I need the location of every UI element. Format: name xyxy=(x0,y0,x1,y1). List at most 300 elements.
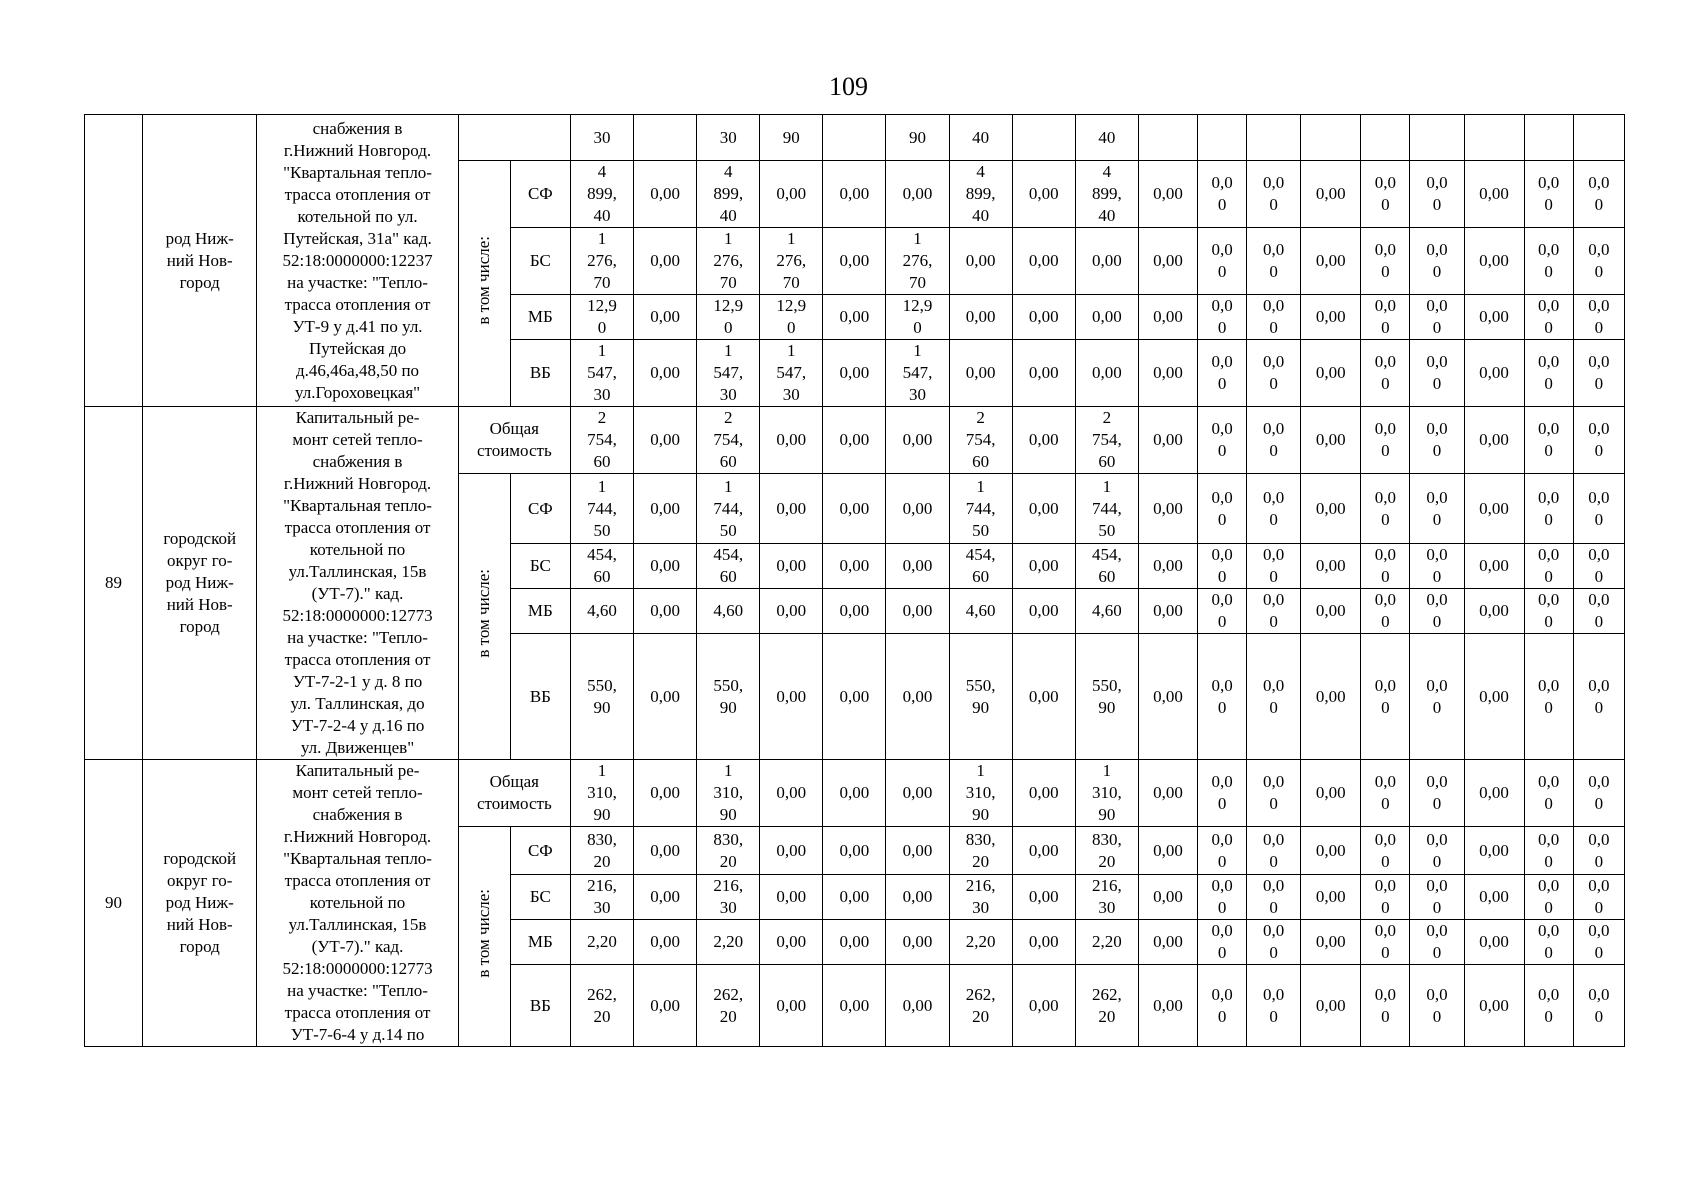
value-cell: 12,9 0 xyxy=(886,295,949,340)
budget-table xyxy=(84,114,1625,1047)
value-cell: 0,00 xyxy=(1012,760,1075,827)
value-cell: 0,00 xyxy=(1464,544,1524,589)
value-cell: 0,0 0 xyxy=(1410,634,1464,760)
value-cell: 0,00 xyxy=(1138,827,1197,875)
subgroup-label-cell xyxy=(458,827,510,1047)
funding-source-label: МБ xyxy=(510,589,570,634)
value-cell: 0,0 0 xyxy=(1361,407,1410,474)
value-cell: 0,00 xyxy=(1138,161,1197,228)
value-cell: 454, 60 xyxy=(949,544,1012,589)
value-cell: 0,0 0 xyxy=(1524,295,1573,340)
value-cell: 0,00 xyxy=(1301,295,1361,340)
value-cell: 0,00 xyxy=(1012,407,1075,474)
value-cell xyxy=(1247,115,1301,161)
value-cell: 0,0 0 xyxy=(1361,474,1410,544)
municipality-cell: род Ниж- ний Нов- город xyxy=(143,115,257,407)
value-cell: 830, 20 xyxy=(570,827,633,875)
value-cell xyxy=(1464,115,1524,161)
subgroup-label: в том числе: xyxy=(474,569,494,658)
value-cell: 0,0 0 xyxy=(1361,544,1410,589)
value-cell: 0,00 xyxy=(1301,965,1361,1047)
value-cell xyxy=(1524,115,1573,161)
value-cell: 0,00 xyxy=(634,161,697,228)
value-cell: 2,20 xyxy=(697,920,760,965)
value-cell: 2 754, 60 xyxy=(570,407,633,474)
value-cell: 1 744, 50 xyxy=(949,474,1012,544)
value-cell: 0,0 0 xyxy=(1410,295,1464,340)
value-cell: 0,00 xyxy=(949,295,1012,340)
value-cell: 1 744, 50 xyxy=(697,474,760,544)
value-cell: 0,00 xyxy=(1464,760,1524,827)
value-cell: 0,00 xyxy=(1301,589,1361,634)
value-cell: 830, 20 xyxy=(949,827,1012,875)
value-cell: 0,00 xyxy=(1012,875,1075,920)
value-cell: 0,00 xyxy=(1464,161,1524,228)
value-cell: 0,00 xyxy=(1301,228,1361,295)
value-cell: 0,00 xyxy=(823,474,886,544)
value-cell: 1 744, 50 xyxy=(1075,474,1138,544)
value-cell: 0,00 xyxy=(1464,295,1524,340)
value-cell: 0,00 xyxy=(1301,827,1361,875)
value-cell: 0,00 xyxy=(886,544,949,589)
value-cell: 0,0 0 xyxy=(1247,875,1301,920)
value-cell: 2,20 xyxy=(570,920,633,965)
value-cell: 0,00 xyxy=(1075,340,1138,407)
value-cell: 0,0 0 xyxy=(1524,589,1573,634)
value-cell: 0,0 0 xyxy=(1247,544,1301,589)
subgroup-label: в том числе: xyxy=(474,236,494,325)
value-cell: 1 310, 90 xyxy=(949,760,1012,827)
value-cell: 1 276, 70 xyxy=(570,228,633,295)
value-cell: 1 276, 70 xyxy=(760,228,823,295)
row-number: 89 xyxy=(85,407,143,760)
value-cell: 550, 90 xyxy=(697,634,760,760)
subgroup-label: в том числе: xyxy=(474,889,494,978)
value-cell: 0,0 0 xyxy=(1410,407,1464,474)
value-cell: 0,0 0 xyxy=(1198,161,1247,228)
value-cell: 0,0 0 xyxy=(1247,827,1301,875)
value-cell: 0,00 xyxy=(886,875,949,920)
value-cell: 0,00 xyxy=(823,827,886,875)
value-cell: 0,00 xyxy=(1138,228,1197,295)
value-cell: 0,0 0 xyxy=(1573,161,1624,228)
value-cell: 0,00 xyxy=(1301,340,1361,407)
value-cell: 4 899, 40 xyxy=(697,161,760,228)
value-cell: 0,0 0 xyxy=(1198,589,1247,634)
value-cell: 0,00 xyxy=(886,760,949,827)
label-cell xyxy=(458,115,570,161)
value-cell: 0,00 xyxy=(1464,340,1524,407)
value-cell: 0,00 xyxy=(1301,875,1361,920)
value-cell: 0,0 0 xyxy=(1573,589,1624,634)
value-cell: 0,0 0 xyxy=(1573,340,1624,407)
value-cell: 0,00 xyxy=(1012,920,1075,965)
value-cell: 90 xyxy=(760,115,823,161)
value-cell: 0,0 0 xyxy=(1247,589,1301,634)
value-cell: 0,0 0 xyxy=(1361,827,1410,875)
value-cell: 0,00 xyxy=(634,920,697,965)
value-cell: 1 310, 90 xyxy=(697,760,760,827)
value-cell: 0,0 0 xyxy=(1361,340,1410,407)
value-cell xyxy=(823,115,886,161)
value-cell: 0,0 0 xyxy=(1573,228,1624,295)
value-cell: 0,00 xyxy=(1012,161,1075,228)
value-cell: 0,00 xyxy=(1012,965,1075,1047)
value-cell: 4 899, 40 xyxy=(570,161,633,228)
value-cell: 0,00 xyxy=(1301,544,1361,589)
funding-source-label: МБ xyxy=(510,295,570,340)
value-cell: 1 310, 90 xyxy=(570,760,633,827)
value-cell: 2 754, 60 xyxy=(697,407,760,474)
value-cell xyxy=(1138,115,1197,161)
funding-source-label: БС xyxy=(510,228,570,295)
funding-source-label: ВБ xyxy=(510,965,570,1047)
value-cell: 0,0 0 xyxy=(1573,474,1624,544)
value-cell: 0,00 xyxy=(823,760,886,827)
value-cell: 0,00 xyxy=(634,875,697,920)
value-cell: 0,00 xyxy=(823,965,886,1047)
value-cell: 0,0 0 xyxy=(1524,544,1573,589)
value-cell: 550, 90 xyxy=(1075,634,1138,760)
municipality-cell: городской округ го- род Ниж- ний Нов- город xyxy=(143,407,257,760)
value-cell: 0,0 0 xyxy=(1198,407,1247,474)
value-cell: 0,0 0 xyxy=(1361,228,1410,295)
value-cell: 0,00 xyxy=(760,407,823,474)
value-cell: 0,0 0 xyxy=(1410,474,1464,544)
value-cell: 0,0 0 xyxy=(1573,407,1624,474)
value-cell: 0,0 0 xyxy=(1361,295,1410,340)
value-cell: 0,0 0 xyxy=(1247,634,1301,760)
value-cell: 0,00 xyxy=(886,827,949,875)
value-cell: 0,00 xyxy=(634,544,697,589)
value-cell: 0,0 0 xyxy=(1524,161,1573,228)
value-cell: 40 xyxy=(1075,115,1138,161)
value-cell: 0,00 xyxy=(823,407,886,474)
value-cell: 0,0 0 xyxy=(1361,920,1410,965)
value-cell: 550, 90 xyxy=(949,634,1012,760)
value-cell: 0,0 0 xyxy=(1410,161,1464,228)
value-cell: 0,0 0 xyxy=(1247,340,1301,407)
value-cell: 0,00 xyxy=(886,161,949,228)
value-cell: 1 547, 30 xyxy=(760,340,823,407)
value-cell: 0,00 xyxy=(1464,965,1524,1047)
value-cell: 4,60 xyxy=(570,589,633,634)
value-cell: 0,00 xyxy=(1301,161,1361,228)
value-cell: 216, 30 xyxy=(570,875,633,920)
value-cell xyxy=(1410,115,1464,161)
value-cell: 0,0 0 xyxy=(1573,295,1624,340)
value-cell: 0,0 0 xyxy=(1524,407,1573,474)
value-cell xyxy=(1361,115,1410,161)
value-cell: 0,00 xyxy=(634,589,697,634)
value-cell: 0,0 0 xyxy=(1247,407,1301,474)
funding-source-label: МБ xyxy=(510,920,570,965)
value-cell: 0,0 0 xyxy=(1361,965,1410,1047)
value-cell: 0,00 xyxy=(1138,340,1197,407)
value-cell: 2 754, 60 xyxy=(949,407,1012,474)
value-cell xyxy=(1573,115,1624,161)
value-cell: 0,0 0 xyxy=(1361,161,1410,228)
value-cell: 0,0 0 xyxy=(1198,340,1247,407)
value-cell: 0,0 0 xyxy=(1524,634,1573,760)
value-cell: 454, 60 xyxy=(1075,544,1138,589)
value-cell: 0,00 xyxy=(1301,920,1361,965)
value-cell: 262, 20 xyxy=(697,965,760,1047)
value-cell: 0,0 0 xyxy=(1573,544,1624,589)
value-cell: 4 899, 40 xyxy=(949,161,1012,228)
value-cell: 0,00 xyxy=(1138,474,1197,544)
value-cell: 0,00 xyxy=(1012,340,1075,407)
value-cell: 0,0 0 xyxy=(1524,340,1573,407)
value-cell: 0,0 0 xyxy=(1198,920,1247,965)
value-cell: 0,00 xyxy=(1138,875,1197,920)
value-cell: 0,00 xyxy=(634,340,697,407)
table-row xyxy=(85,760,1625,827)
value-cell: 0,00 xyxy=(760,875,823,920)
description-cell: Капитальный ре- монт сетей тепло- снабжения в г.Нижний Новгород. "Квартальная тепло- трасса отопления от котельной по ул.Таллинская, 15в (УТ-7)." кад. 52:18:0000000:12773 на участке: "Тепло- трасса отопления от УТ-7-2-1 у д. 8 по ул. Таллинская, до УТ-7-2-4 у д.16 по ул. Движенцев" xyxy=(257,407,458,760)
total-cost-label: Общая стоимость xyxy=(458,407,570,474)
value-cell: 0,0 0 xyxy=(1573,965,1624,1047)
value-cell: 0,0 0 xyxy=(1361,634,1410,760)
value-cell: 454, 60 xyxy=(697,544,760,589)
value-cell: 0,0 0 xyxy=(1524,875,1573,920)
value-cell: 12,9 0 xyxy=(697,295,760,340)
value-cell: 0,00 xyxy=(1464,474,1524,544)
value-cell: 0,0 0 xyxy=(1198,295,1247,340)
value-cell: 0,0 0 xyxy=(1410,589,1464,634)
value-cell: 30 xyxy=(570,115,633,161)
value-cell: 0,0 0 xyxy=(1198,827,1247,875)
value-cell: 0,0 0 xyxy=(1524,760,1573,827)
value-cell: 0,00 xyxy=(823,589,886,634)
description-cell: Капитальный ре- монт сетей тепло- снабжения в г.Нижний Новгород. "Квартальная тепло- трасса отопления от котельной по ул.Таллинская, 15в (УТ-7)." кад. 52:18:0000000:12773 на участке: "Тепло- трасса отопления от УТ-7-6-4 у д.14 по xyxy=(257,760,458,1047)
value-cell: 0,0 0 xyxy=(1198,634,1247,760)
value-cell: 12,9 0 xyxy=(570,295,633,340)
value-cell: 0,00 xyxy=(634,965,697,1047)
value-cell: 0,00 xyxy=(823,295,886,340)
value-cell: 0,00 xyxy=(823,544,886,589)
value-cell: 0,0 0 xyxy=(1247,295,1301,340)
value-cell: 0,00 xyxy=(1138,760,1197,827)
value-cell: 0,00 xyxy=(1138,589,1197,634)
value-cell: 262, 20 xyxy=(570,965,633,1047)
value-cell: 0,0 0 xyxy=(1361,760,1410,827)
value-cell: 0,0 0 xyxy=(1198,875,1247,920)
value-cell: 0,00 xyxy=(886,634,949,760)
value-cell: 0,00 xyxy=(1301,634,1361,760)
value-cell: 0,00 xyxy=(760,589,823,634)
value-cell: 0,00 xyxy=(823,920,886,965)
value-cell: 2 754, 60 xyxy=(1075,407,1138,474)
value-cell: 0,00 xyxy=(1012,544,1075,589)
description-cell: снабжения в г.Нижний Новгород. "Квартальная тепло- трасса отопления от котельной по ул. Путейская, 31а" кад. 52:18:0000000:12237 на участке: "Тепло- трасса отопления от УТ-9 у д.41 по ул. Путейская до д.46,46а,48,50 по ул.Гороховецкая" xyxy=(257,115,458,407)
value-cell: 0,0 0 xyxy=(1247,474,1301,544)
value-cell: 0,0 0 xyxy=(1573,760,1624,827)
value-cell: 0,0 0 xyxy=(1247,920,1301,965)
value-cell: 0,0 0 xyxy=(1524,228,1573,295)
value-cell: 0,00 xyxy=(634,474,697,544)
value-cell: 0,0 0 xyxy=(1198,544,1247,589)
value-cell: 0,00 xyxy=(1138,965,1197,1047)
value-cell: 0,0 0 xyxy=(1247,965,1301,1047)
value-cell: 0,00 xyxy=(886,965,949,1047)
value-cell: 0,0 0 xyxy=(1573,634,1624,760)
value-cell: 4,60 xyxy=(949,589,1012,634)
value-cell: 0,0 0 xyxy=(1410,965,1464,1047)
value-cell: 0,00 xyxy=(634,295,697,340)
value-cell xyxy=(1301,115,1361,161)
value-cell: 40 xyxy=(949,115,1012,161)
value-cell: 0,00 xyxy=(1464,875,1524,920)
value-cell: 216, 30 xyxy=(949,875,1012,920)
value-cell: 0,0 0 xyxy=(1361,875,1410,920)
value-cell: 0,0 0 xyxy=(1410,875,1464,920)
value-cell: 0,00 xyxy=(823,634,886,760)
subgroup-label-cell xyxy=(458,474,510,760)
value-cell: 0,00 xyxy=(760,161,823,228)
value-cell: 30 xyxy=(697,115,760,161)
value-cell: 1 276, 70 xyxy=(697,228,760,295)
value-cell: 0,0 0 xyxy=(1573,920,1624,965)
value-cell: 0,00 xyxy=(1464,589,1524,634)
value-cell: 0,00 xyxy=(1012,589,1075,634)
value-cell: 1 744, 50 xyxy=(570,474,633,544)
value-cell: 0,00 xyxy=(1075,295,1138,340)
value-cell: 454, 60 xyxy=(570,544,633,589)
value-cell: 0,00 xyxy=(1464,634,1524,760)
value-cell: 0,00 xyxy=(1012,295,1075,340)
value-cell: 0,0 0 xyxy=(1410,544,1464,589)
value-cell: 0,0 0 xyxy=(1198,965,1247,1047)
value-cell: 0,00 xyxy=(760,920,823,965)
value-cell: 0,00 xyxy=(1012,474,1075,544)
funding-source-label: СФ xyxy=(510,474,570,544)
value-cell: 1 310, 90 xyxy=(1075,760,1138,827)
value-cell: 216, 30 xyxy=(697,875,760,920)
row-number: 90 xyxy=(85,760,143,1047)
value-cell: 830, 20 xyxy=(697,827,760,875)
value-cell: 262, 20 xyxy=(1075,965,1138,1047)
value-cell: 0,0 0 xyxy=(1247,760,1301,827)
funding-source-label: ВБ xyxy=(510,634,570,760)
value-cell: 0,0 0 xyxy=(1524,474,1573,544)
value-cell: 1 547, 30 xyxy=(570,340,633,407)
value-cell: 0,0 0 xyxy=(1524,920,1573,965)
value-cell: 0,0 0 xyxy=(1410,340,1464,407)
value-cell: 0,00 xyxy=(634,634,697,760)
value-cell xyxy=(1198,115,1247,161)
value-cell: 0,00 xyxy=(1301,474,1361,544)
value-cell: 0,00 xyxy=(949,340,1012,407)
value-cell: 0,0 0 xyxy=(1198,474,1247,544)
value-cell: 0,00 xyxy=(1138,407,1197,474)
value-cell: 0,0 0 xyxy=(1198,760,1247,827)
value-cell: 4,60 xyxy=(1075,589,1138,634)
value-cell: 0,00 xyxy=(823,340,886,407)
value-cell: 12,9 0 xyxy=(760,295,823,340)
value-cell: 0,00 xyxy=(634,760,697,827)
value-cell: 0,00 xyxy=(634,827,697,875)
funding-source-label: СФ xyxy=(510,161,570,228)
value-cell: 0,0 0 xyxy=(1524,827,1573,875)
value-cell: 1 547, 30 xyxy=(886,340,949,407)
value-cell: 0,00 xyxy=(760,634,823,760)
value-cell: 0,00 xyxy=(1012,228,1075,295)
value-cell: 0,00 xyxy=(760,827,823,875)
total-cost-label: Общая стоимость xyxy=(458,760,570,827)
value-cell: 0,0 0 xyxy=(1410,760,1464,827)
value-cell xyxy=(1012,115,1075,161)
value-cell: 0,00 xyxy=(1075,228,1138,295)
funding-source-label: СФ xyxy=(510,827,570,875)
value-cell: 2,20 xyxy=(1075,920,1138,965)
value-cell: 0,00 xyxy=(823,875,886,920)
value-cell: 0,00 xyxy=(1012,827,1075,875)
value-cell: 0,00 xyxy=(1012,634,1075,760)
value-cell: 0,00 xyxy=(886,920,949,965)
value-cell: 0,0 0 xyxy=(1573,875,1624,920)
value-cell: 0,00 xyxy=(634,228,697,295)
table-row xyxy=(85,115,1625,161)
value-cell: 0,00 xyxy=(760,760,823,827)
value-cell: 1 276, 70 xyxy=(886,228,949,295)
value-cell: 0,00 xyxy=(949,228,1012,295)
value-cell: 0,00 xyxy=(1464,827,1524,875)
value-cell: 0,00 xyxy=(823,161,886,228)
value-cell: 262, 20 xyxy=(949,965,1012,1047)
value-cell: 0,0 0 xyxy=(1198,228,1247,295)
value-cell: 0,00 xyxy=(1464,407,1524,474)
value-cell: 0,00 xyxy=(886,407,949,474)
value-cell: 550, 90 xyxy=(570,634,633,760)
value-cell: 0,00 xyxy=(1138,295,1197,340)
value-cell xyxy=(634,115,697,161)
value-cell: 0,00 xyxy=(1301,760,1361,827)
value-cell: 0,00 xyxy=(823,228,886,295)
funding-source-label: БС xyxy=(510,875,570,920)
row-number xyxy=(85,115,143,407)
value-cell: 216, 30 xyxy=(1075,875,1138,920)
value-cell: 0,0 0 xyxy=(1573,827,1624,875)
value-cell: 0,00 xyxy=(1464,228,1524,295)
value-cell: 0,0 0 xyxy=(1410,920,1464,965)
value-cell: 0,00 xyxy=(1138,634,1197,760)
value-cell: 0,00 xyxy=(1138,920,1197,965)
value-cell: 0,00 xyxy=(1464,920,1524,965)
table-row xyxy=(85,407,1625,474)
funding-source-label: БС xyxy=(510,544,570,589)
value-cell: 0,0 0 xyxy=(1524,965,1573,1047)
value-cell: 2,20 xyxy=(949,920,1012,965)
value-cell: 1 547, 30 xyxy=(697,340,760,407)
value-cell: 0,0 0 xyxy=(1247,161,1301,228)
municipality-cell: городской округ го- род Ниж- ний Нов- город xyxy=(143,760,257,1047)
value-cell: 0,0 0 xyxy=(1247,228,1301,295)
value-cell: 0,00 xyxy=(1301,407,1361,474)
value-cell: 0,0 0 xyxy=(1410,827,1464,875)
value-cell: 0,00 xyxy=(760,474,823,544)
subgroup-label-cell xyxy=(458,161,510,407)
value-cell: 90 xyxy=(886,115,949,161)
value-cell: 0,00 xyxy=(760,965,823,1047)
value-cell: 0,00 xyxy=(634,407,697,474)
value-cell: 0,00 xyxy=(1138,544,1197,589)
value-cell: 0,00 xyxy=(760,544,823,589)
value-cell: 0,00 xyxy=(886,589,949,634)
value-cell: 0,0 0 xyxy=(1361,589,1410,634)
value-cell: 4 899, 40 xyxy=(1075,161,1138,228)
value-cell: 0,0 0 xyxy=(1410,228,1464,295)
